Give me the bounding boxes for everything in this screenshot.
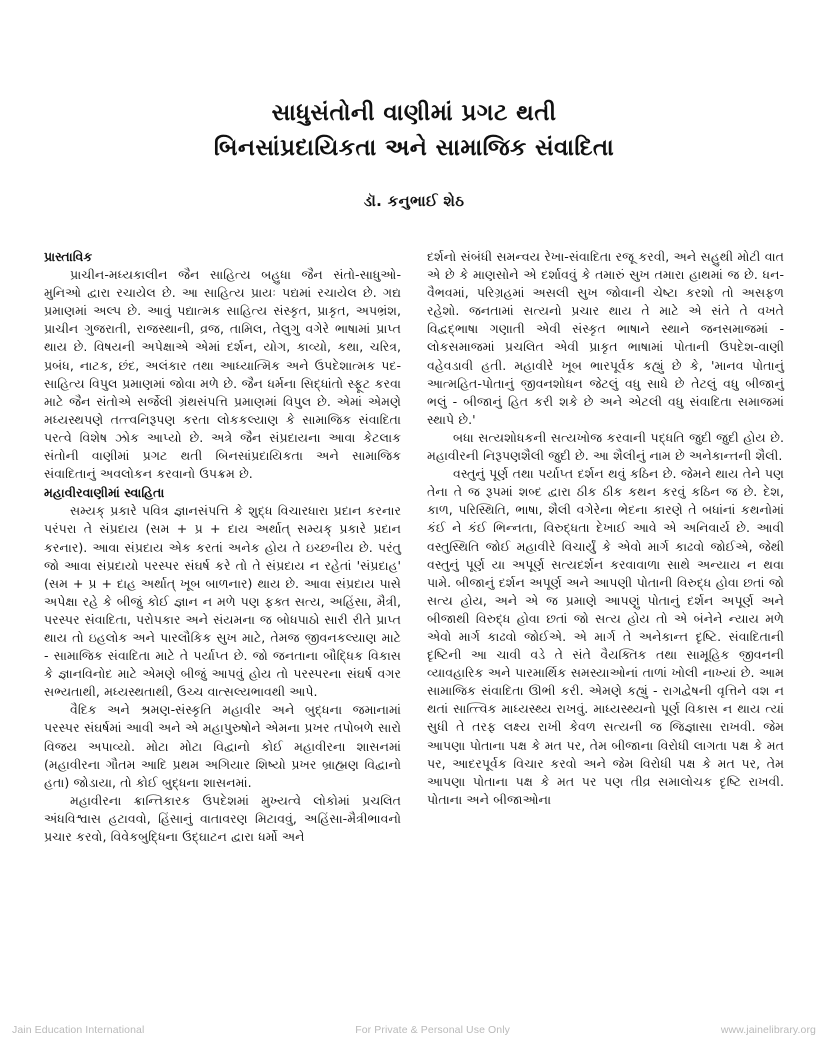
section-heading-mahavirvani: મહાવીરવાણીમાં સ્વાહિતા <box>44 485 165 501</box>
left-column <box>44 248 401 846</box>
paragraph: વૈદિક અને શ્રમણ-સંસ્કૃતિ મહાવીર અને બુદ્ધના જમાનામાં પરસ્પર સંઘર્ષમાં આવી અને એ મહાપુરુષોને એમના પ્રખર તપોબળે સારો વિજય અપાવ્યો. મોટા મોટા વિદ્વાનો કોઈ મહાવીરના શાસનમાં (મહાવીરના ગૌતમ આદિ પ્રથમ અગિયાર શિષ્યો પ્રખર બ્રાહ્મણ વિદ્વાનો હતા) જોડાયા, તો કોઈ બુદ્ધના શાસનમાં. <box>44 702 401 790</box>
paragraph: સમ્યક્ પ્રકારે પવિત્ર જ્ઞાનસંપત્તિ કે શુદ્ધ વિચારધારા પ્રદાન કરનાર પરંપરા તે સંપ્રદાય (સમ + પ્ર + દાય અર્થાત્ સમ્યક્ પ્રકારે પ્રદાન કરનાર). આવા સંપ્રદાય એક કરતાં અનેક હોય તે ઇચ્છનીય છે. પરંતુ જો આવા સંપ્રદાયો પરસ્પર સંઘર્ષ કરે તો તે સંપ્રદાય ન રહેતાં 'સંપ્રદાહ' (સમ + પ્ર + દાહ અર્થાત્ ખૂબ બાળનાર) થાય છે. આવા સંપ્રદાય પાસે અપેક્ષા રહે કે બીજું કોઈ જ્ઞાન ન મળે પણ ફક્ત સત્ય, અહિંસા, મૈત્રી, પરસ્પર સંવાદિતા, પરોપકાર અને સંયમના જ બોધપાઠો સારી રીતે પ્રાપ્ત થાય તો ઇહલોક અને પારલૌકિક સુખ માટે, તેમજ જીવનકલ્યાણ માટે - સામાજિક સંવાદિતા માટે તે પર્યાપ્ત છે. જો જનતાના બૌદ્ધિક વિકાસ કે જ્ઞાનવિનોદ માટે એમણે બીજું આપવું હોય તો પરસ્પરના સંઘર્ષ વગર સભ્યતાથી, મધ્યસ્થતાથી, ઉચ્ચ વાત્સલ્યભાવથી આપે. <box>44 503 401 700</box>
footer-usage-notice: For Private & Personal Use Only <box>355 1024 511 1036</box>
page-footer <box>12 1022 816 1038</box>
paragraph: મહાવીરના ક્રાન્તિકારક ઉપદેશમાં મુખ્યત્વે લોકોમાં પ્રચલિત અંધવિશ્વાસ હટાવવો, હિંસાનું વાતાવરણ મિટાવવું, અહિંસા-મૈત્રીભાવનો પ્રચાર કરવો, વિવેકબુદ્ધિના ઉદ્ઘાટન દ્વારા ધર્મો અને <box>44 792 401 844</box>
author-byline: ડૉ. કનુભાઈ શેઠ <box>363 191 465 210</box>
paragraph: બધા સત્યશોધકની સત્યખોજ કરવાની પદ્ધતિ જુદી જુદી હોય છે. મહાવીરની નિરૂપણશૈલી જુદી છે. આ શૈલીનું નામ છે અનેકાન્તની શૈલી. <box>427 429 784 464</box>
title-block <box>50 96 778 210</box>
right-column <box>427 248 784 809</box>
paragraph: વસ્તુનું પૂર્ણ તથા પર્યાપ્ત દર્શન થવું કઠિન છે. જેમને થાય તેને પણ તેના તે જ રૂપમાં શબ્દ દ્વારા ઠીક ઠીક કથન કરવું કઠિન જ છે. દેશ, કાળ, પરિસ્થિતિ, ભાષા, શૈલી વગેરેના ભેદના કારણે તે બધાંનાં કથનોમાં કંઈ ને કંઈ ભિન્નતા, વિરુદ્ધતા દેખાઈ આવે એ અનિવાર્ય છે. આવી વસ્તુસ્થિતિ જોઈ મહાવીરે વિચાર્યું કે એવો માર્ગ કાઢવો જોઈએ, જેથી વસ્તુનું પૂર્ણ યા અપૂર્ણ સત્યદર્શન કરવાવાળા સાથે અન્યાય ન થવા પામે. બીજાનું દર્શન અપૂર્ણ અને આપણી પોતાની વિરુદ્ધ હોવા છતાં જો સત્ય હોય, અને એ જ પ્રમાણે આપણું પોતાનું દર્શન અપૂર્ણ અને બીજાથી વિરુદ્ધ હોવા છતાં જો સત્ય હોય તો એ બંનેને ન્યાય મળે એવો માર્ગ કાઢવો જોઈએ. એ માર્ગ તે અનેકાન્ત દૃષ્ટિ. સંવાદિતાની દૃષ્ટિની આ ચાવી વડે તે સંતે વૈયક્તિક તથા સામૂહિક જીવનની વ્યાવહારિક અને પારમાર્થિક સમસ્યાઓનાં તાળાં ખોલી નાખ્યાં છે. આમ સામાજિક સંવાદિતા ઊભી કરી. એમણે કહ્યું - રાગદ્વેષની વૃત્તિને વશ ન થતાં સાત્ત્વિક માધ્યસ્થ્ય રાખવું. માધ્યસ્થ્યનો પૂર્ણ વિકાસ ન થાય ત્યાં સુધી તે તરફ લક્ષ્ય રાખી કેવળ સત્યની જ જિજ્ઞાસા રાખવી. જેમ આપણા પોતાના પક્ષ કે મત પર, તેમ બીજાના વિરોધી લાગતા પક્ષ કે મત પર, આદરપૂર્વક વિચાર કરવો અને જેમ વિરોધી પક્ષ કે મત પર, તેમ આપણા પોતાના પક્ષ કે મત પર પણ તીવ્ર સમાલોચક દૃષ્ટિ રાખવી. પોતાના અને બીજાઓના <box>427 466 784 807</box>
two-column-body <box>44 248 784 1000</box>
paragraph: પ્રાચીન-મધ્યકાલીન જૈન સાહિત્ય બહુધા જૈન સંતો-સાધુઓ-મુનિઓ દ્વારા રચાયેલ છે. આ સાહિત્ય પ્રાયઃ પદ્યમાં રચાયેલ છે. ગદ્ય પ્રમાણમાં અલ્પ છે. આવું પદ્યાત્મક સાહિત્ય સંસ્કૃત, પ્રાકૃત, અપભ્રંશ, પ્રાચીન ગુજરાતી, રાજસ્થાની, વ્રજ, તામિલ, તેલુગુ વગેરે ભાષામાં પ્રાપ્ત થાય છે. વિષયની અપેક્ષાએ એમાં દર્શન, યોગ, કાવ્યો, કથા, ચરિત્ર, પ્રબંધ, નાટક, છંદ, અલંકાર તથા આધ્યાત્મિક અને ઉપદેશાત્મક પદ-સાહિત્ય વિપુલ પ્રમાણમાં જોવા મળે છે. જૈન ધર્મના સિદ્ધાંતો સ્ફૂટ કરવા માટે જૈન સંતોએ સર્જેલી ગ્રંથસંપત્તિ પ્રમાણમાં વિપુલ છે. એમાં એમણે મધ્યસ્થપણે તત્ત્વનિરૂપણ કરતા લોકકલ્યાણ કે સામાજિક સંવાદિતા પરત્વે વિશેષ ઝોક આપ્યો છે. અત્રે જૈન સંપ્રદાયના આવા કેટલાક સંતોની વાણીમાં પ્રગટ થતી બિનસાંપ્રદાયિકતા અને સામાજિક સંવાદિતાનું અવલોકન કરવાનો ઉપક્રમ છે. <box>44 267 401 482</box>
paragraph: દર્શનો સંબંધી સમન્વય રેખા-સંવાદિતા રજૂ કરવી, અને સહુથી મોટી વાત એ છે કે માણસોને એ દર્શાવવું કે તમારું સુખ તમારા હાથમાં જ છે. ધન-વૈભવમાં, પરિગ્રહમાં અસલી સુખ જોવાની ચેષ્ટા કરશો તો અસફળ રહેશો. જનતામાં સત્યનો પ્રચાર થાય તે માટે એ સંતે તે વખતે વિદ્વદ્ભાષા ગણાતી એવી સંસ્કૃત ભાષાને સ્થાને જનસમાજમાં - લોકસમાજમાં પ્રચલિત એવી પ્રાકૃત ભાષામાં પોતાની ઉપદેશ-વાણી વહેવડાવી હતી. મહાવીરે ખૂબ ભારપૂર્વક કહ્યું છે કે, 'માનવ પોતાનું આત્મહિત-પોતાનું જીવનશોધન જેટલું વધુ સાધે છે તેટલું વધુ બીજાનું ભલું - બીજાનું હિત કરી શકે છે અને એટલી વધુ સંવાદિતા સમાજમાં સ્થાપે છે.' <box>427 249 784 427</box>
footer-website-url[interactable]: www.jainelibrary.org <box>720 1024 816 1036</box>
page-title-line-2: બિનસાંપ્રદાયિકતા અને સામાજિક સંવાદિતા <box>213 134 615 161</box>
footer-publisher: Jain Education International <box>12 1024 145 1036</box>
section-heading-prastavik: પ્રાસ્તાવિક <box>44 249 93 264</box>
page-title-line-1: સાધુસંતોની વાણીમાં પ્રગટ થતી <box>271 100 557 126</box>
